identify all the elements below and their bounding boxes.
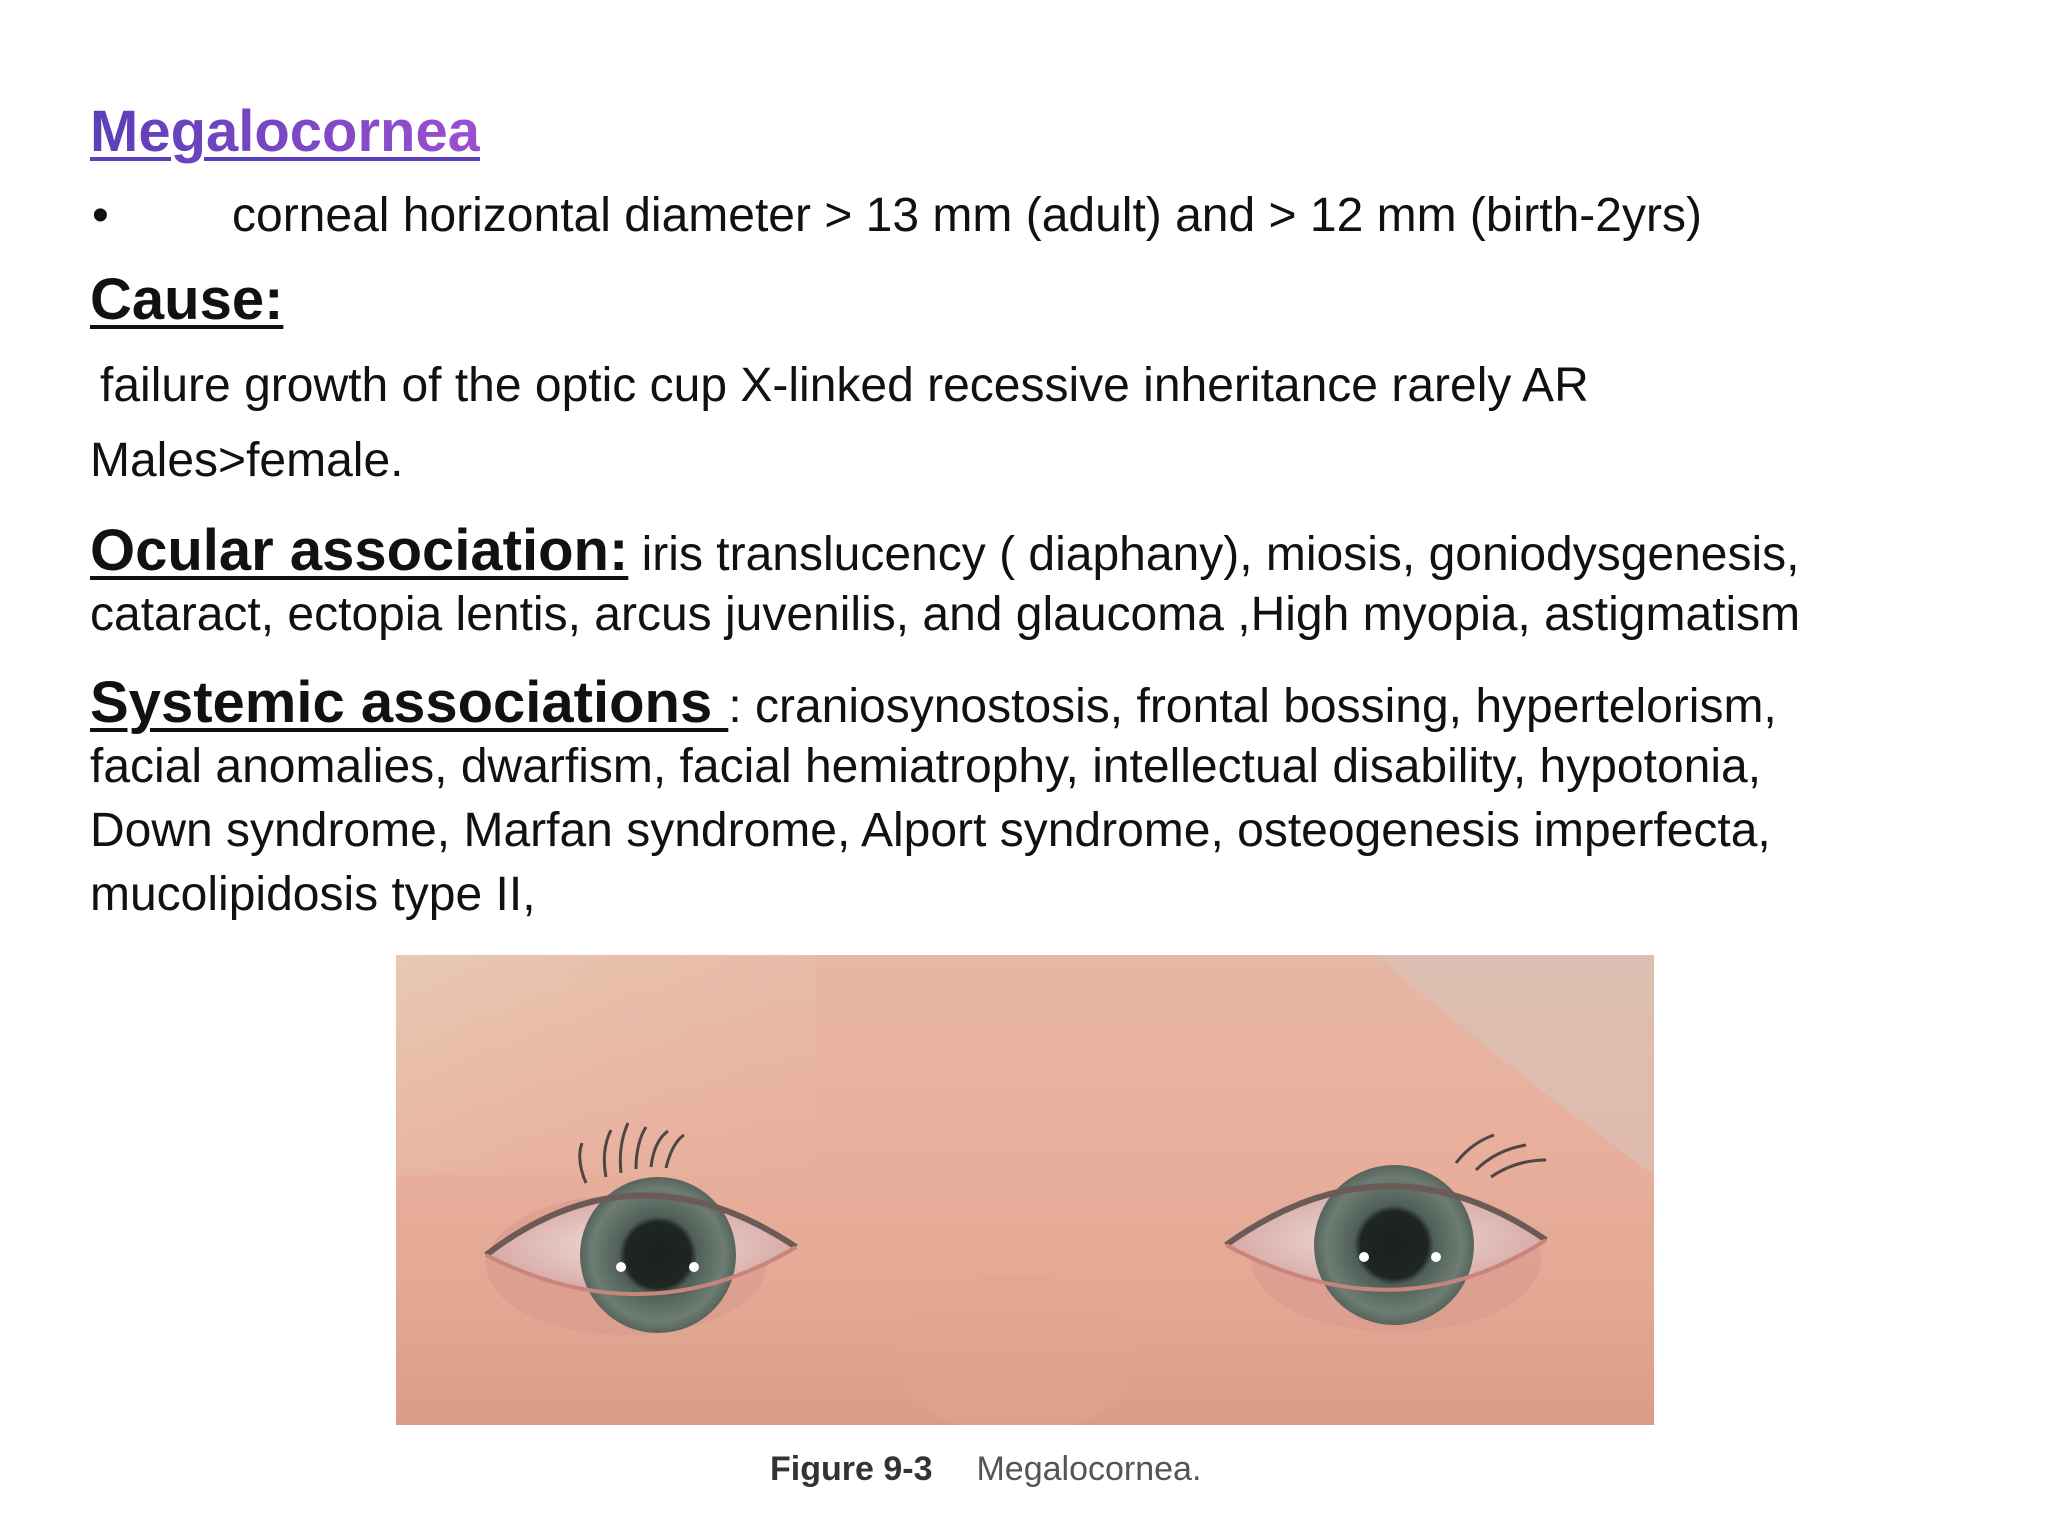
systemic-association-heading: Systemic associations <box>90 670 729 735</box>
ocular-association-line1 <box>90 514 1800 588</box>
ocular-association-text: iris translucency ( diaphany), miosis, goniodysgenesis, <box>628 528 1800 581</box>
systemic-association-text: : craniosynostosis, frontal bossing, hypertelorism, <box>728 680 1777 733</box>
cause-text-line1: failure growth of the optic cup X-linked recessive inheritance rarely AR <box>100 359 1589 412</box>
megalocornea-photo <box>396 955 1654 1425</box>
definition-bullet <box>92 188 1702 243</box>
cause-text-line2: Males>female. <box>90 434 404 487</box>
figure-caption-text: Megalocornea. <box>976 1450 1202 1488</box>
ocular-association-heading: Ocular association: <box>90 518 629 583</box>
slide-title-text: Megalocornea <box>90 99 480 164</box>
slide-title <box>90 98 480 165</box>
systemic-association-line1 <box>90 666 1777 740</box>
cause-heading: Cause: <box>90 267 284 332</box>
figure-label: Figure 9-3 <box>770 1450 933 1488</box>
definition-text: corneal horizontal diameter > 13 mm (adult) and > 12 mm (birth-2yrs) <box>232 189 1702 242</box>
ocular-association-line2: cataract, ectopia lentis, arcus juvenilis, and glaucoma ,High myopia, astigmatism <box>90 588 1801 641</box>
systemic-association-line3: Down syndrome, Marfan syndrome, Alport syndrome, osteogenesis imperfecta, <box>90 804 1771 857</box>
figure-caption <box>770 1450 1201 1489</box>
bullet-dot: • <box>92 189 109 242</box>
systemic-association-line4: mucolipidosis type II, <box>90 868 536 921</box>
systemic-association-line2: facial anomalies, dwarfism, facial hemiatrophy, intellectual disability, hypotonia, <box>90 740 1762 793</box>
